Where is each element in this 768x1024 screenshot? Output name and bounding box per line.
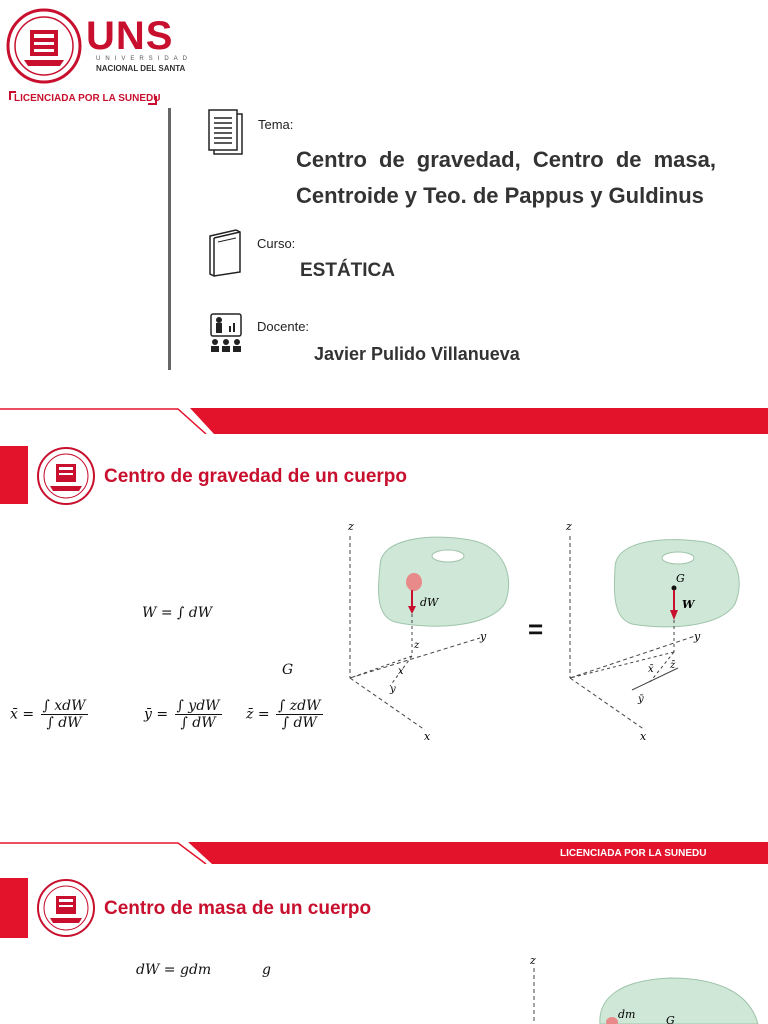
y-bar-numerator: ∫ ydW	[176, 698, 220, 714]
tema-title: Centro de gravedad, Centro de masa, Centroide y Teo. de Pappus y Guldinus	[296, 147, 716, 208]
z-bar-numerator: ∫ zdW	[278, 698, 321, 714]
left-label-x: x	[398, 666, 404, 677]
left-label-dw: dW	[420, 596, 439, 609]
body-diagram-mass	[520, 950, 768, 1024]
equals-sign: =	[528, 614, 544, 644]
logo-subtitle-nacional: NACIONAL DEL SANTA	[96, 64, 186, 73]
book-icon	[206, 228, 246, 278]
equation-dw-gdm: dW = gdm	[136, 962, 212, 978]
right-label-w: W	[682, 598, 695, 611]
logo-subtitle-universidad: UNIVERSIDAD	[96, 56, 193, 62]
x-bar-denominator: ∫ dW	[46, 715, 82, 731]
y-bar-denominator: ∫ dW	[180, 715, 216, 731]
university-seal-icon	[36, 446, 96, 506]
equation-x-bar	[10, 698, 90, 731]
teacher-presentation-icon	[207, 312, 245, 354]
right-label-g: G	[676, 572, 685, 585]
license-banner-text: LICENCIADA POR LA SUNEDU	[560, 848, 707, 859]
z-bar-denominator: ∫ dW	[281, 715, 317, 731]
left-axis-z: z	[348, 520, 354, 533]
mass-label-dm: dm	[618, 1008, 636, 1021]
right-axis-x: x	[640, 730, 647, 743]
label-g-small: g	[262, 962, 271, 978]
docente-label: Docente:	[257, 319, 310, 334]
divider-line	[168, 108, 171, 370]
equation-y-bar	[144, 698, 224, 731]
document-icon	[206, 108, 246, 158]
slide-accent-tab	[0, 446, 28, 504]
label-g: G	[282, 662, 294, 678]
left-label-y: y	[390, 684, 396, 695]
docente-value: Javier Pulido Villanueva	[314, 344, 520, 364]
equation-weight-integral: W = ∫ dW	[142, 605, 213, 621]
y-bar-lhs: ȳ =	[144, 706, 169, 723]
slide-heading-masa: Centro de masa de un cuerpo	[104, 898, 372, 919]
body-diagram-resultant	[560, 518, 750, 748]
university-seal-logo	[6, 4, 82, 88]
slide-header-band	[0, 408, 768, 434]
right-label-y-bar: ȳ	[638, 694, 644, 705]
tema-label: Tema:	[258, 117, 294, 132]
right-label-z-bar: z̄	[670, 660, 676, 671]
slide-accent-tab-2	[0, 878, 28, 938]
slide-heading-gravedad: Centro de gravedad de un cuerpo	[104, 466, 407, 487]
right-axis-y: y	[694, 630, 701, 643]
z-bar-lhs: z̄ =	[246, 706, 270, 723]
curso-label: Curso:	[257, 236, 296, 251]
body-diagram-differential	[340, 518, 520, 748]
left-axis-x: x	[424, 730, 431, 743]
right-label-x-bar: x̄	[648, 664, 654, 675]
right-axis-z: z	[566, 520, 572, 533]
equation-z-bar	[246, 698, 325, 731]
x-bar-lhs: x̄ =	[10, 706, 35, 723]
x-bar-numerator: ∫ xdW	[42, 698, 86, 714]
license-label: LICENCIADA POR LA SUNEDU	[14, 93, 161, 104]
mass-label-g: G	[666, 1014, 675, 1024]
curso-value: ESTÁTICA	[300, 260, 395, 281]
logo-wordmark: UNS	[86, 14, 174, 58]
left-axis-y: y	[480, 630, 487, 643]
left-label-z: z	[414, 640, 420, 651]
university-seal-icon-2	[36, 878, 96, 938]
mass-axis-z: z	[530, 954, 536, 967]
